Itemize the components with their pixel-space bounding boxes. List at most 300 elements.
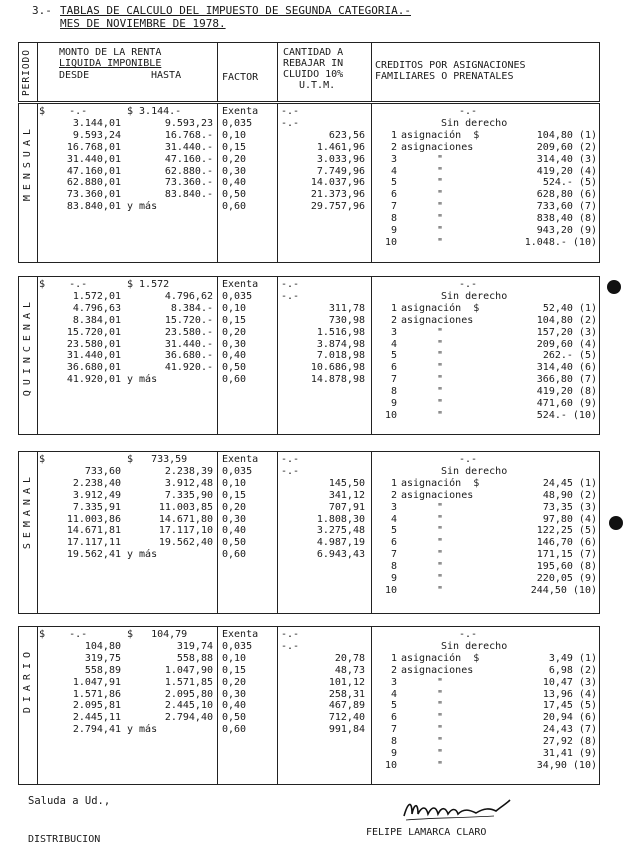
factor-value: 0,60	[222, 374, 247, 386]
credit-number: 3	[390, 153, 397, 165]
factor-value: 0,10	[222, 129, 247, 141]
factor-value: 0,40	[222, 700, 247, 712]
rebajar-value: -.-	[281, 279, 300, 290]
credit-desc: "	[437, 724, 444, 736]
credit-top: -.-	[459, 629, 478, 640]
factor-value: 0,60	[222, 724, 247, 736]
credit-value: 13,96 (4)	[542, 688, 597, 700]
period-label: MENSUAL	[22, 124, 33, 202]
distribution-label: DISTRIBUCION	[28, 834, 101, 845]
credit-desc: asignación $	[401, 129, 480, 141]
hasta-value: 47.160.-	[164, 153, 213, 165]
credit-value: 314,40 (6)	[536, 362, 597, 374]
credit-number: 5	[390, 177, 397, 189]
credit-value: 419,20 (8)	[536, 386, 597, 398]
credit-number: 6	[390, 537, 397, 549]
desde-value: 733,60	[84, 465, 121, 477]
credit-desc: asignación $	[401, 477, 480, 489]
section-table-mensual	[18, 103, 600, 263]
hasta-value: 3.912,48	[164, 477, 213, 489]
rebajar-value: 4.987,19	[316, 537, 365, 549]
hasta-value: $ 3.144.-	[127, 106, 182, 117]
rebajar-value: 29.757,96	[310, 201, 365, 213]
hasta-value: 14.671,80	[158, 513, 213, 525]
hasta-value: y más	[127, 201, 158, 213]
credit-value: 157,20 (3)	[536, 326, 597, 338]
factor-value: 0,30	[222, 513, 247, 525]
credit-desc: "	[437, 213, 444, 225]
credit-value: 31,41 (9)	[542, 748, 597, 759]
rebajar-value: 1.461,96	[316, 141, 365, 153]
credit-desc: "	[437, 676, 444, 688]
period-label: DIARIO	[22, 647, 33, 714]
rebajar-value: 707,91	[328, 501, 365, 513]
credit-value: 146,70 (6)	[536, 537, 597, 549]
desde-value: 15.720,01	[66, 326, 121, 338]
factor-value: 0,20	[222, 153, 247, 165]
credit-number: 8	[390, 736, 397, 748]
punch-hole-icon	[609, 516, 623, 530]
factor-value: Exenta	[222, 279, 259, 290]
credit-desc: "	[437, 374, 444, 386]
rebajar-value: -.-	[281, 106, 300, 117]
credit-desc: asignaciones	[401, 664, 474, 676]
credit-desc: "	[437, 225, 444, 236]
rebajar-value: 7.018,98	[316, 350, 365, 362]
rebajar-value: 21.373,96	[310, 189, 365, 201]
period-label: SEMANAL	[22, 472, 33, 550]
signer-name: FELIPE LAMARCA CLARO	[366, 827, 487, 838]
hasta-value: 15.720.-	[164, 314, 213, 326]
credit-desc: "	[437, 688, 444, 700]
credit-value: 17,45 (5)	[542, 700, 597, 712]
desde-value: 2.095,81	[72, 700, 121, 712]
factor-value: Exenta	[222, 629, 259, 640]
hasta-value: 2.445,10	[164, 700, 213, 712]
credit-desc: "	[437, 759, 444, 771]
factor-value: 0,035	[222, 640, 253, 652]
credit-value: 524.- (5)	[542, 177, 597, 189]
credit-value: 24,43 (7)	[542, 724, 597, 736]
rebajar-value: -.-	[281, 454, 300, 465]
credit-desc: "	[437, 561, 444, 573]
factor-value: 0,15	[222, 314, 247, 326]
credit-top: -.-	[459, 279, 478, 290]
heading-number: 3.-	[32, 4, 52, 17]
rebajar-value: 101,12	[328, 676, 365, 688]
hasta-value: 1.571,85	[164, 676, 213, 688]
closing-greeting: Saluda a Ud.,	[28, 795, 111, 807]
credit-number: 5	[390, 350, 397, 362]
factor-value: 0,40	[222, 525, 247, 537]
desde-value: 62.880,01	[66, 177, 121, 189]
credit-number: 1	[390, 477, 397, 489]
credit-value: 419,20 (4)	[536, 165, 597, 177]
factor-value: 0,20	[222, 676, 247, 688]
desde-value: 4.796,63	[72, 302, 121, 314]
hasta-value: 1.047,90	[164, 664, 213, 676]
rebajar-value: 20,78	[334, 652, 365, 664]
factor-value: 0,20	[222, 326, 247, 338]
rebajar-value: -.-	[281, 290, 300, 302]
credit-value: 122,25 (5)	[536, 525, 597, 537]
desde-value: $	[39, 454, 46, 465]
rebajar-value: 10.686,98	[310, 362, 365, 374]
hasta-value: 31.440.-	[164, 338, 213, 350]
factor-value: 0,50	[222, 362, 247, 374]
factor-value: 0,10	[222, 652, 247, 664]
credit-desc: "	[437, 513, 444, 525]
credit-value: 628,80 (6)	[536, 189, 597, 201]
hasta-value: 23.580.-	[164, 326, 213, 338]
signature-icon	[398, 796, 528, 826]
credit-number: 1	[390, 129, 397, 141]
credit-number: 7	[390, 374, 397, 386]
credit-desc: "	[437, 573, 444, 584]
hasta-value: 36.680.-	[164, 350, 213, 362]
credit-desc: "	[437, 549, 444, 561]
credit-desc: "	[437, 338, 444, 350]
rebajar-value: 623,56	[328, 129, 365, 141]
credit-number: 2	[390, 489, 397, 501]
hasta-value: 558,88	[176, 652, 213, 664]
factor-value: 0,50	[222, 189, 247, 201]
credit-value: 73,35 (3)	[542, 501, 597, 513]
factor-value: 0,15	[222, 664, 247, 676]
credit-value: 314,40 (3)	[536, 153, 597, 165]
rebajar-value: 311,78	[328, 302, 365, 314]
header-monto-line2: LIQUIDA IMPONIBLE	[59, 58, 162, 69]
credit-number: 10	[384, 584, 397, 596]
credit-value: 195,60 (8)	[536, 561, 597, 573]
factor-value: 0,40	[222, 177, 247, 189]
credit-number: 3	[390, 676, 397, 688]
credit-number: 8	[390, 561, 397, 573]
credit-desc: "	[437, 525, 444, 537]
header-monto-line1: MONTO DE LA RENTA	[59, 47, 162, 58]
credit-desc: "	[437, 177, 444, 189]
credit-desc: "	[437, 700, 444, 712]
credit-sin-derecho: Sin derecho	[441, 640, 508, 652]
credit-value: 171,15 (7)	[536, 549, 597, 561]
credit-desc: "	[437, 201, 444, 213]
section-table-semanal	[18, 451, 600, 614]
rebajar-value: 3.874,98	[316, 338, 365, 350]
hasta-value: $ 104,79	[127, 629, 188, 640]
credit-number: 8	[390, 386, 397, 398]
credit-number: 4	[390, 513, 397, 525]
factor-value: 0,035	[222, 117, 253, 129]
credit-number: 2	[390, 664, 397, 676]
desde-value: 83.840,01	[66, 201, 121, 213]
credit-desc: "	[437, 386, 444, 398]
credit-desc: "	[437, 409, 444, 421]
page-subtitle: MES DE NOVIEMBRE DE 1978.	[60, 17, 226, 30]
rebajar-value: -.-	[281, 629, 300, 640]
desde-value: 31.440,01	[66, 350, 121, 362]
rebajar-value: 1.808,30	[316, 513, 365, 525]
desde-value: 16.768,01	[66, 141, 121, 153]
credit-value: 209,60 (2)	[536, 141, 597, 153]
desde-value: 3.144,01	[72, 117, 121, 129]
rebajar-value: 341,12	[328, 489, 365, 501]
credit-desc: asignación $	[401, 302, 480, 314]
credit-value: 97,80 (4)	[542, 513, 597, 525]
desde-value: 9.593,24	[72, 129, 121, 141]
credit-value: 52,40 (1)	[542, 302, 597, 314]
credit-number: 8	[390, 213, 397, 225]
credit-sin-derecho: Sin derecho	[441, 290, 508, 302]
credit-number: 9	[390, 748, 397, 759]
credit-desc: "	[437, 153, 444, 165]
factor-value: 0,60	[222, 549, 247, 561]
factor-value: Exenta	[222, 106, 259, 117]
factor-value: 0,15	[222, 141, 247, 153]
credit-number: 4	[390, 165, 397, 177]
desde-value: 36.680,01	[66, 362, 121, 374]
desde-value: 3.912,49	[72, 489, 121, 501]
credit-number: 9	[390, 398, 397, 409]
hasta-value: y más	[127, 549, 158, 561]
desde-value: 2.445,11	[72, 712, 121, 724]
credit-desc: "	[437, 736, 444, 748]
desde-value: 2.794,41	[72, 724, 121, 736]
desde-value: $ -.-	[39, 629, 88, 640]
credit-value: 34,90 (10)	[536, 759, 597, 771]
credit-number: 10	[384, 759, 397, 771]
hasta-value: 73.360.-	[164, 177, 213, 189]
header-creditos-line2: FAMILIARES O PRENATALES	[375, 71, 514, 82]
credit-desc: asignaciones	[401, 489, 474, 501]
credit-sin-derecho: Sin derecho	[441, 465, 508, 477]
hasta-value: 83.840.-	[164, 189, 213, 201]
credit-value: 10,47 (3)	[542, 676, 597, 688]
credit-desc: "	[437, 350, 444, 362]
credit-value: 262.- (5)	[542, 350, 597, 362]
credit-value: 1.048.- (10)	[524, 236, 597, 248]
desde-value: 319,75	[84, 652, 121, 664]
rebajar-value: -.-	[281, 465, 300, 477]
rebajar-value: -.-	[281, 640, 300, 652]
desde-value: 558,89	[84, 664, 121, 676]
factor-value: 0,035	[222, 290, 253, 302]
rebajar-value: 730,98	[328, 314, 365, 326]
rebajar-value: 1.516,98	[316, 326, 365, 338]
hasta-value: y más	[127, 374, 158, 386]
credit-number: 1	[390, 302, 397, 314]
desde-value: 1.571,86	[72, 688, 121, 700]
credit-number: 6	[390, 712, 397, 724]
desde-value: 17.117,11	[66, 537, 121, 549]
credit-desc: "	[437, 537, 444, 549]
credit-desc: "	[437, 236, 444, 248]
factor-value: 0,50	[222, 537, 247, 549]
header-cantidad-line3: CLUIDO 10%	[283, 69, 344, 80]
factor-value: 0,30	[222, 165, 247, 177]
desde-value: 31.440,01	[66, 153, 121, 165]
factor-value: Exenta	[222, 454, 259, 465]
hasta-value: 9.593,23	[164, 117, 213, 129]
desde-value: 23.580,01	[66, 338, 121, 350]
credit-number: 4	[390, 338, 397, 350]
credit-number: 10	[384, 409, 397, 421]
hasta-value: 19.562,40	[158, 537, 213, 549]
rebajar-value: 14.037,96	[310, 177, 365, 189]
credit-desc: asignación $	[401, 652, 480, 664]
credit-value: 244,50 (10)	[530, 584, 597, 596]
credit-desc: asignaciones	[401, 141, 474, 153]
page-title: TABLAS DE CALCULO DEL IMPUESTO DE SEGUNDA CATEGORIA.-	[60, 4, 411, 17]
credit-value: 838,40 (8)	[536, 213, 597, 225]
desde-value: $ -.-	[39, 279, 88, 290]
rebajar-value: 258,31	[328, 688, 365, 700]
hasta-value: 319,74	[176, 640, 213, 652]
credit-value: 524.- (10)	[536, 409, 597, 421]
desde-value: 104,80	[84, 640, 121, 652]
factor-value: 0,50	[222, 712, 247, 724]
credit-value: 48,90 (2)	[542, 489, 597, 501]
desde-value: 47.160,01	[66, 165, 121, 177]
desde-value: 1.572,01	[72, 290, 121, 302]
desde-value: 1.047,91	[72, 676, 121, 688]
credit-value: 366,80 (7)	[536, 374, 597, 386]
credit-value: 943,20 (9)	[536, 225, 597, 236]
hasta-value: 31.440.-	[164, 141, 213, 153]
factor-value: 0,30	[222, 688, 247, 700]
credit-number: 9	[390, 225, 397, 236]
factor-value: 0,40	[222, 350, 247, 362]
desde-value: 19.562,41	[66, 549, 121, 561]
credit-number: 7	[390, 724, 397, 736]
period-label: QUINCENAL	[22, 297, 33, 397]
rebajar-value: 3.275,48	[316, 525, 365, 537]
credit-desc: "	[437, 189, 444, 201]
header-cantidad-line4: U.T.M.	[299, 80, 336, 91]
desde-value: 2.238,40	[72, 477, 121, 489]
section-table-quincenal	[18, 276, 600, 435]
credit-number: 7	[390, 549, 397, 561]
credit-value: 220,05 (9)	[536, 573, 597, 584]
factor-value: 0,60	[222, 201, 247, 213]
rebajar-value: 7.749,96	[316, 165, 365, 177]
desde-value: 11.003,86	[66, 513, 121, 525]
hasta-value: 11.003,85	[158, 501, 213, 513]
hasta-value: 2.095,80	[164, 688, 213, 700]
hasta-value: $ 1.572	[127, 279, 170, 290]
credit-value: 104,80 (2)	[536, 314, 597, 326]
header-cantidad-line1: CANTIDAD A	[283, 47, 344, 58]
header-periodo: PERIODO	[21, 49, 32, 97]
desde-value: 7.335,91	[72, 501, 121, 513]
credit-number: 2	[390, 314, 397, 326]
credit-number: 5	[390, 700, 397, 712]
factor-value: 0,20	[222, 501, 247, 513]
rebajar-value: 14.878,98	[310, 374, 365, 386]
credit-number: 1	[390, 652, 397, 664]
desde-value: $ -.-	[39, 106, 88, 117]
hasta-value: 7.335,90	[164, 489, 213, 501]
desde-value: 41.920,01	[66, 374, 121, 386]
hasta-value: 62.880.-	[164, 165, 213, 177]
credit-value: 27,92 (8)	[542, 736, 597, 748]
rebajar-value: -.-	[281, 117, 300, 129]
hasta-value: 4.796,62	[164, 290, 213, 302]
rebajar-value: 991,84	[328, 724, 365, 736]
header-factor: FACTOR	[222, 72, 259, 83]
credit-value: 471,60 (9)	[536, 398, 597, 409]
credit-desc: "	[437, 501, 444, 513]
rebajar-value: 712,40	[328, 712, 365, 724]
credit-desc: "	[437, 362, 444, 374]
hasta-value: y más	[127, 724, 158, 736]
rebajar-value: 48,73	[334, 664, 365, 676]
credit-desc: "	[437, 398, 444, 409]
credit-number: 4	[390, 688, 397, 700]
credit-desc: "	[437, 748, 444, 759]
rebajar-value: 467,89	[328, 700, 365, 712]
hasta-value: 2.794,40	[164, 712, 213, 724]
credit-number: 2	[390, 141, 397, 153]
credit-number: 9	[390, 573, 397, 584]
credit-number: 3	[390, 501, 397, 513]
credit-value: 209,60 (4)	[536, 338, 597, 350]
credit-number: 3	[390, 326, 397, 338]
credit-number: 10	[384, 236, 397, 248]
header-desde: DESDE	[59, 70, 90, 81]
hasta-value: 8.384.-	[170, 302, 213, 314]
credit-desc: "	[437, 584, 444, 596]
factor-value: 0,15	[222, 489, 247, 501]
credit-value: 3,49 (1)	[548, 652, 597, 664]
credit-number: 6	[390, 362, 397, 374]
credit-number: 7	[390, 201, 397, 213]
rebajar-value: 6.943,43	[316, 549, 365, 561]
credit-number: 6	[390, 189, 397, 201]
credit-sin-derecho: Sin derecho	[441, 117, 508, 129]
credit-top: -.-	[459, 106, 478, 117]
credit-value: 24,45 (1)	[542, 477, 597, 489]
rebajar-value: 3.033,96	[316, 153, 365, 165]
desde-value: 8.384,01	[72, 314, 121, 326]
header-cantidad-line2: REBAJAR IN	[283, 58, 344, 69]
section-table-diario	[18, 626, 600, 785]
header-creditos-line1: CREDITOS POR ASIGNACIONES	[375, 60, 526, 71]
factor-value: 0,30	[222, 338, 247, 350]
credit-number: 5	[390, 525, 397, 537]
header-table	[18, 42, 600, 102]
factor-value: 0,10	[222, 302, 247, 314]
rebajar-value: 145,50	[328, 477, 365, 489]
credit-value: 104,80 (1)	[536, 129, 597, 141]
hasta-value: 2.238,39	[164, 465, 213, 477]
desde-value: 73.360,01	[66, 189, 121, 201]
hasta-value: $ 733,59	[127, 454, 188, 465]
credit-desc: asignaciones	[401, 314, 474, 326]
factor-value: 0,035	[222, 465, 253, 477]
credit-desc: "	[437, 165, 444, 177]
credit-top: -.-	[459, 454, 478, 465]
hasta-value: 41.920.-	[164, 362, 213, 374]
credit-value: 733,60 (7)	[536, 201, 597, 213]
header-hasta: HASTA	[151, 70, 182, 81]
credit-value: 20,94 (6)	[542, 712, 597, 724]
hasta-value: 16.768.-	[164, 129, 213, 141]
credit-value: 6,98 (2)	[548, 664, 597, 676]
desde-value: 14.671,81	[66, 525, 121, 537]
punch-hole-icon	[607, 280, 621, 294]
hasta-value: 17.117,10	[158, 525, 213, 537]
factor-value: 0,10	[222, 477, 247, 489]
